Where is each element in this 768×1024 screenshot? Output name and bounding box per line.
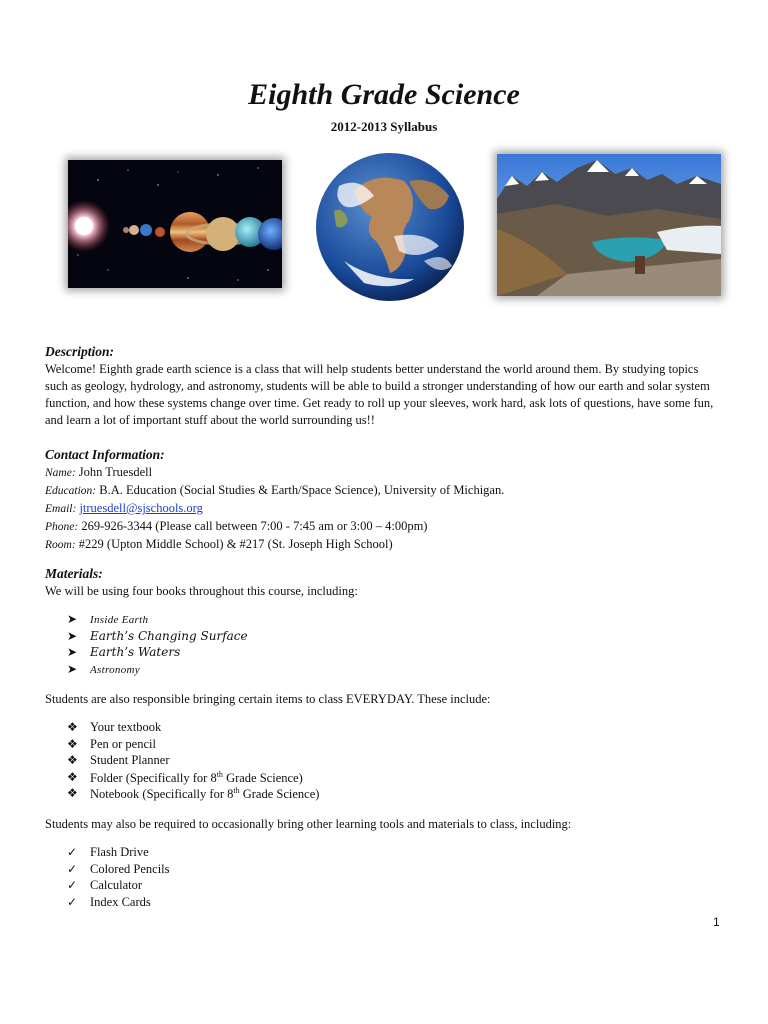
- earth-globe-image: [314, 151, 466, 303]
- list-item: ❖ Pen or pencil: [67, 736, 156, 751]
- tools-list: [45, 845, 735, 911]
- contact-email-row: [45, 500, 735, 518]
- books-list: [45, 612, 735, 678]
- checkmark-bullet-icon: ✓: [67, 845, 78, 859]
- description-line-3: function, and how these systems change over time. Get ready to roll up your sleeves, work hard, ask lots of questions, have some fun,: [45, 396, 714, 410]
- mountain-lake-image: [497, 154, 721, 296]
- email-link[interactable]: jtruesdell@sjschools.org: [79, 501, 203, 515]
- page-title: Eighth Grade Science: [248, 78, 520, 111]
- list-item: ➤ Earth’s Changing Surface: [67, 628, 248, 643]
- list-item: ➤ Inside Earth: [67, 612, 149, 626]
- books-intro: We will be using four books throughout this course, including:: [45, 584, 358, 598]
- list-item: ➤ Astronomy: [67, 661, 140, 676]
- description-line-1: Welcome! Eighth grade earth science is a class that will help students better understand the world around them. By studying topics: [45, 362, 699, 376]
- contact-heading: Contact Information:: [45, 447, 165, 462]
- diamond-bullet-icon: ❖: [67, 720, 78, 734]
- list-item: ➤ Earth’s Waters: [67, 645, 181, 659]
- solar-system-image: [68, 160, 282, 288]
- contact-phone-row: [45, 518, 735, 536]
- arrow-bullet-icon: ➤: [67, 661, 78, 676]
- materials-section: [45, 565, 735, 600]
- arrow-bullet-icon: ➤: [67, 628, 78, 643]
- description-section: [45, 343, 735, 429]
- diamond-bullet-icon: ❖: [67, 753, 78, 767]
- room-value: #229 (Upton Middle School) & #217 (St. Joseph High School): [78, 537, 393, 551]
- description-line-2: such as geology, hydrology, and astronomy, students will be able to build a stronger understanding of how our earth and solar system: [45, 379, 710, 393]
- name-label: Name:: [45, 467, 76, 479]
- education-label: Education:: [45, 485, 97, 497]
- name-value: John Truesdell: [78, 465, 153, 479]
- items-list: [45, 720, 735, 803]
- education-value: B.A. Education (Social Studies & Earth/Space Science), University of Michigan.: [99, 483, 505, 497]
- list-item: ✓ Index Cards: [67, 894, 151, 909]
- tools-intro: Students may also be required to occasionally bring other learning tools and materials to class, including:: [45, 817, 572, 831]
- phone-value: 269-926-3344 (Please call between 7:00 - 7:45 am or 3:00 – 4:00pm): [81, 519, 428, 533]
- diamond-bullet-icon: ❖: [67, 786, 78, 800]
- arrow-bullet-icon: ➤: [67, 645, 78, 659]
- page-number: 1: [713, 915, 720, 929]
- diamond-bullet-icon: ❖: [67, 769, 78, 784]
- room-label: Room:: [45, 539, 76, 551]
- checkmark-bullet-icon: ✓: [67, 861, 78, 876]
- checkmark-bullet-icon: ✓: [67, 878, 78, 892]
- list-item: ❖ Notebook (Specifically for 8th Grade Science): [67, 786, 320, 802]
- contact-section: [45, 446, 735, 554]
- list-item: ✓ Calculator: [67, 878, 143, 892]
- phone-label: Phone:: [45, 521, 79, 533]
- list-item: ✓ Colored Pencils: [67, 861, 170, 876]
- materials-heading: Materials:: [45, 566, 103, 581]
- items-intro: Students are also responsible bringing certain items to class EVERYDAY. These include:: [45, 692, 491, 706]
- list-item: ✓ Flash Drive: [67, 845, 149, 859]
- list-item: ❖ Folder (Specifically for 8th Grade Science): [67, 769, 303, 785]
- description-line-4: and learn a lot of important stuff about the world surrounding us!!: [45, 413, 375, 427]
- diamond-bullet-icon: ❖: [67, 736, 78, 751]
- page-subtitle: 2012-2013 Syllabus: [330, 119, 438, 134]
- checkmark-bullet-icon: ✓: [67, 894, 78, 909]
- arrow-bullet-icon: ➤: [67, 612, 78, 626]
- contact-name-row: [45, 464, 735, 482]
- email-label: Email:: [45, 503, 77, 515]
- list-item: ❖ Your textbook: [67, 720, 162, 734]
- list-item: ❖ Student Planner: [67, 753, 170, 767]
- description-heading: Description:: [45, 344, 114, 359]
- contact-room-row: [45, 536, 735, 554]
- contact-education-row: [45, 482, 735, 500]
